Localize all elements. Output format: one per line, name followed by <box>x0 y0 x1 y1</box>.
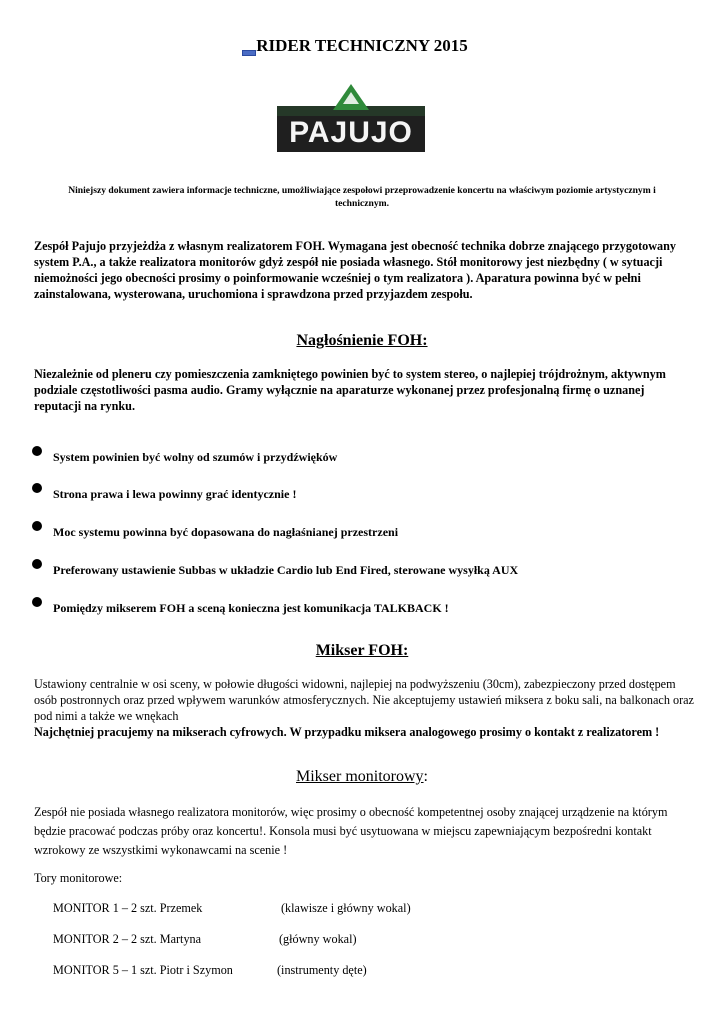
monitor-desc: MONITOR 2 – 2 szt. Martyna <box>53 932 202 946</box>
monitor-desc: MONITOR 1 – 2 szt. Przemek <box>53 901 203 915</box>
pajujo-logo <box>277 84 425 152</box>
document-title-text: RIDER TECHNICZNY 2015 <box>256 36 468 55</box>
monitor-paragraph: Zespół nie posiada własnego realizatora monitorów, więc prosimy o obecność kompetentnej osoby znającej urządzenie na którym będzie pracować podczas próby oraz koncertu!. Konsola musi być usytuowana w miejscu zapewniającym bezpośredni kontakt wzrokowy ze wszystkimi wykonawcami na scenie ! <box>34 805 668 857</box>
intro-text: Niniejszy dokument zawiera informacje techniczne, umożliwiające zespołowi przeprowadzenie koncertu na właściwym poziomie artystycznym i technicznym. <box>68 185 656 209</box>
band-intro-paragraph: Zespół Pajujo przyjeżdża z własnym realizatorem FOH. Wymagana jest obecność technika dobrze znającego przygotowany system P.A., a także realizatora monitorów gdyż zespół nie posiada własnego. Stół monitorowy jest niezbędny ( w sytuacji niemożności jego obecności prosimy o poinformowanie wcześniej o tym realizatora ). Aparatura powinna być w pełni zainstalowana, wysterowana, uruchomiona i sprawdzona przed przyjazdem zespołu. <box>34 239 677 301</box>
bullet-text: System powinien być wolny od szumów i przydźwięków <box>53 450 338 464</box>
monitor-note: (główny wokal) <box>279 932 357 946</box>
monitor-tracks-label: Tory monitorowe: <box>34 871 123 885</box>
bullet-dot-icon <box>32 559 42 569</box>
title-block <box>0 36 724 56</box>
monitor-note: (instrumenty dęte) <box>277 963 367 977</box>
section-heading-mixer <box>0 642 724 660</box>
anchor-marker-icon <box>242 50 256 56</box>
bullet-text: Pomiędzy mikserem FOH a sceną konieczna jest komunikacja TALKBACK ! <box>53 601 449 615</box>
foh-paragraph: Niezależnie od pleneru czy pomieszczenia zamkniętego powinien być to system stereo, o najlepiej trójdrożnym, aktywnym podziale częstotliwości pasma audio. Gramy wyłącznie na aparaturze wykonanej przez profesjonalną firmę o uznanej reputacji na rynku. <box>34 367 666 413</box>
bullet-dot-icon <box>32 483 42 493</box>
bullet-text: Moc systemu powinna być dopasowana do nagłaśnianej przestrzeni <box>53 525 399 539</box>
section-heading-monitor-suffix: : <box>423 768 428 785</box>
section-heading-monitor <box>0 768 724 786</box>
monitor-note: (klawisze i główny wokal) <box>281 901 411 915</box>
document-title <box>256 36 468 56</box>
mixer-text: Ustawiony centralnie w osi sceny, w połowie długości widowni, najlepiej na podwyższeniu (30cm), zabezpieczony przed dostępem osób postronnych oraz przed wpływem warunków atmosferycznych. Nie akceptujemy ustawień miksera z boku sali, na balkonach oraz pod nimi a także we wnękach <box>34 677 694 723</box>
section-heading-foh <box>0 332 724 350</box>
monitor-desc: MONITOR 5 – 1 szt. Piotr i Szymon <box>53 963 233 977</box>
section-heading-mixer-text: Mikser FOH: <box>315 642 409 659</box>
bullet-dot-icon <box>32 521 42 531</box>
section-heading-foh-text: Nagłośnienie FOH: <box>296 332 428 349</box>
bullet-dot-icon <box>32 446 42 456</box>
bullet-dot-icon <box>32 597 42 607</box>
bullet-text: Strona prawa i lewa powinny grać identycznie ! <box>53 487 297 501</box>
bullet-text: Preferowany ustawienie Subbas w układzie Cardio lub End Fired, sterowane wysyłką AUX <box>53 563 519 577</box>
mixer-paragraph <box>34 676 694 740</box>
section-heading-monitor-text: Mikser monitorowy <box>296 768 424 785</box>
mixer-text-bold: Najchętniej pracujemy na mikserach cyfrowych. W przypadku miksera analogowego prosimy o kontakt z realizatorem ! <box>34 725 660 739</box>
logo-wordmark: PAJUJO <box>289 116 413 149</box>
